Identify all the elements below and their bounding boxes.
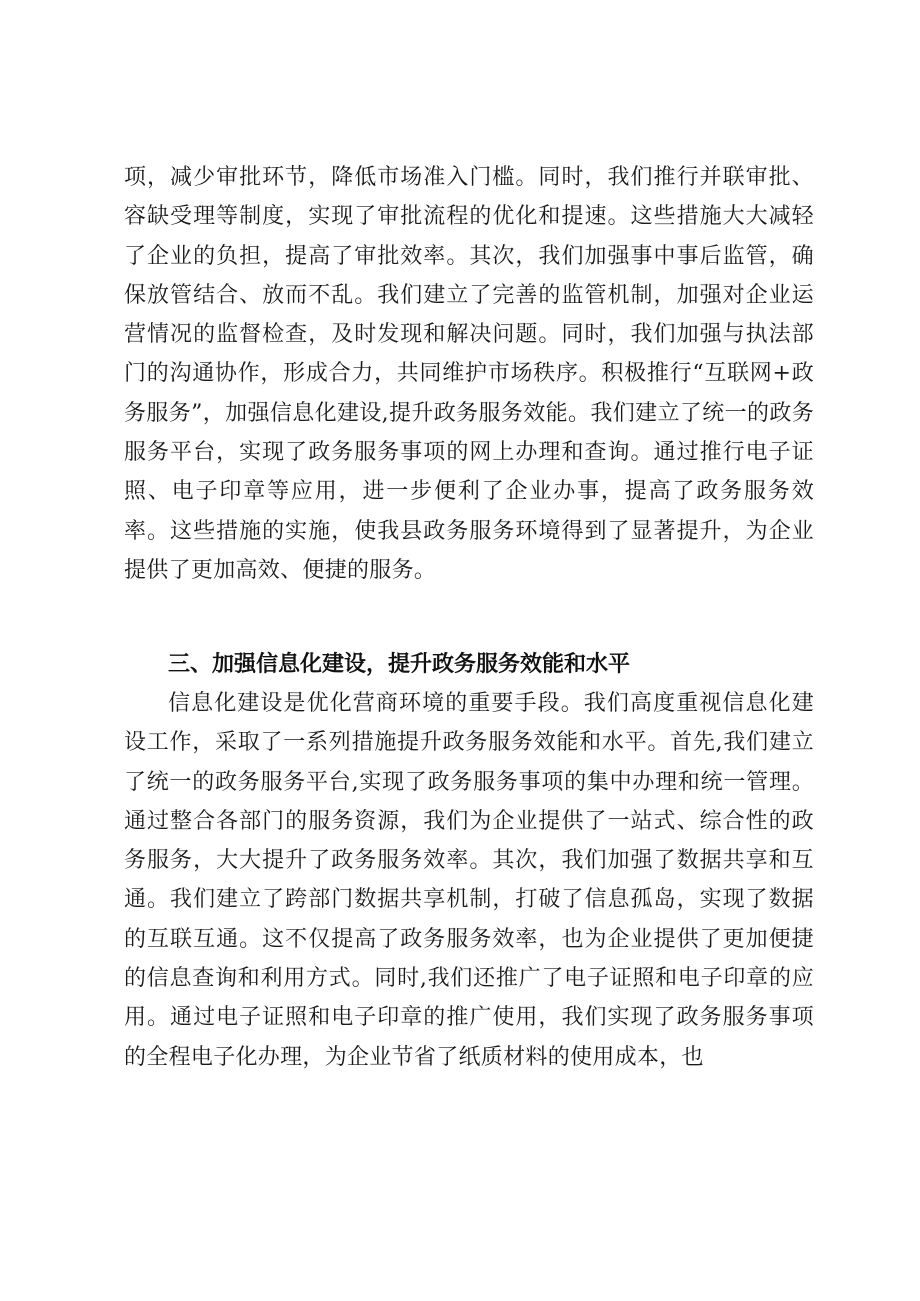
- section-paragraph: 信息化建设是优化营商环境的重要手段。我们高度重视信息化建设工作，采取了一系列措施提升政务服务效能和水平。首先,我们建立了统一的政务服务平台,实现了政务服务事项的集中办理和统一管理。通过整合各部门的服务资源，我们为企业提供了一站式、综合性的政务服务，大大提升了政务服务效率。其次，我们加强了数据共享和互通。我们建立了跨部门数据共享机制，打破了信息孤岛，实现了数据的互联互通。这不仅提高了政务服务效率，也为企业提供了更加便捷的信息查询和利用方式。同时,我们还推广了电子证照和电子印章的应用。通过电子证照和电子印章的推广使用，我们实现了政务服务事项的全程电子化办理，为企业节省了纸质材料的使用成本，也: [124, 691, 814, 1070]
- section-heading: 三、加强信息化建设，提升政务服务效能和水平: [168, 652, 631, 677]
- body-paragraph: 项，减少审批环节，降低市场准入门槛。同时，我们推行并联审批、容缺受理等制度，实现了审批流程的优化和提速。这些措施大大减轻了企业的负担，提高了审批效率。其次，我们加强事中事后监管，确保放管结合、放而不乱。我们建立了完善的监管机制，加强对企业运营情况的监督检查，及时发现和解决问题。同时，我们加强与执法部门的沟通协作，形成合力，共同维护市场秩序。积极推行“互联网+政务服务”，加强信息化建设,提升政务服务效能。我们建立了统一的政务服务平台，实现了政务服务事项的网上办理和查询。通过推行电子证照、电子印章等应用，进一步便利了企业办事，提高了政务服务效率。这些措施的实施，使我县政务服务环境得到了显著提升，为企业提供了更加高效、便捷的服务。: [124, 165, 814, 583]
